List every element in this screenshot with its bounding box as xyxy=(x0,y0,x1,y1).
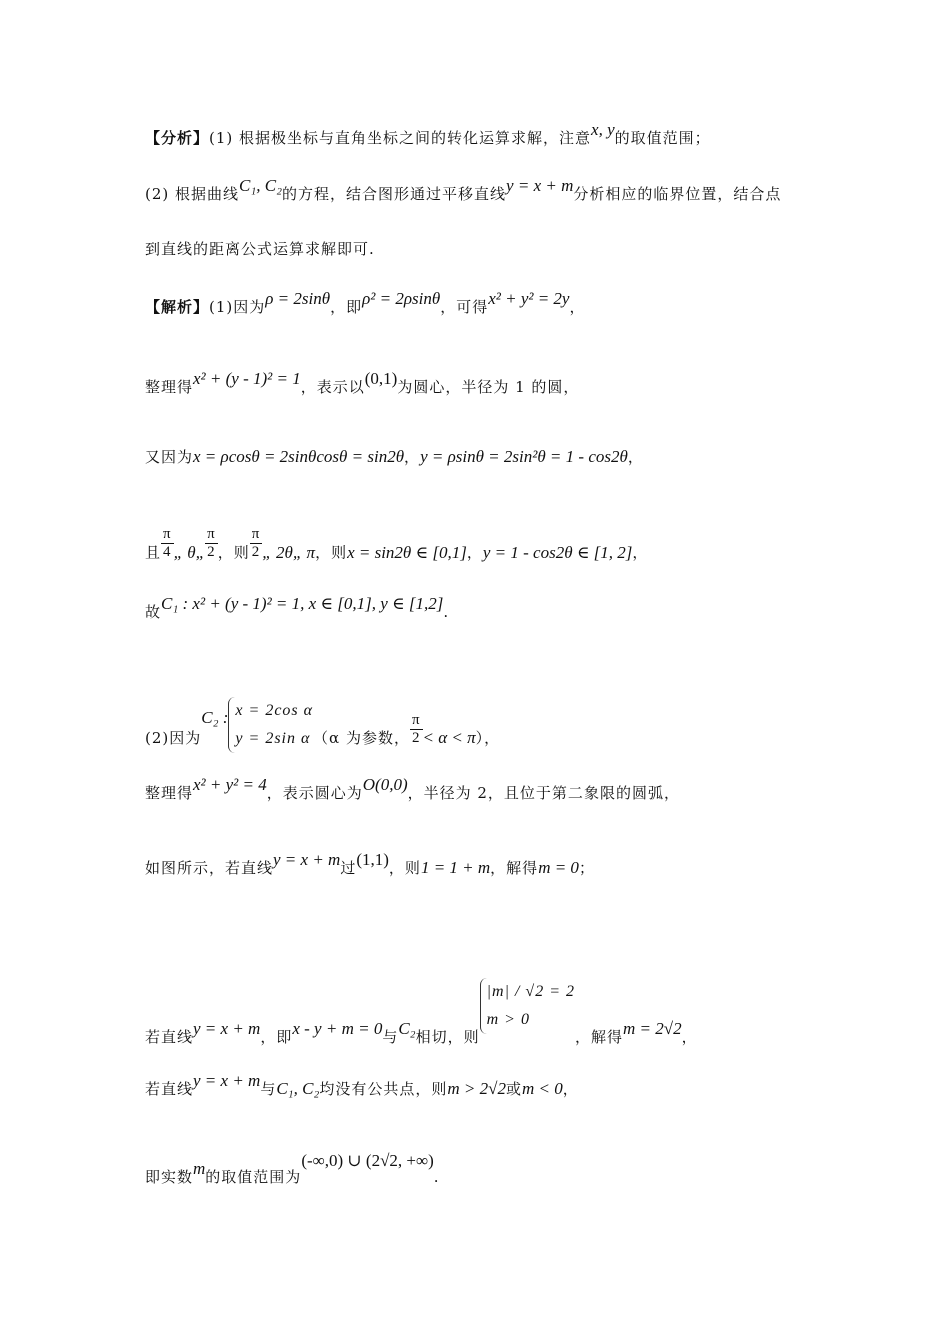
text: 到直线的距离公式运算求解即可. xyxy=(145,240,375,258)
formula: C₂ : xyxy=(201,708,229,727)
text: ，解得 xyxy=(490,859,539,877)
fraction xyxy=(205,526,218,561)
analysis-line-3 xyxy=(145,238,375,260)
formula: O(0,0) xyxy=(362,775,408,794)
formula: y = ρsinθ = 2sin²θ = 1 - cos2θ xyxy=(420,447,628,466)
fraction xyxy=(410,712,423,747)
fraction-numerator: π xyxy=(163,526,172,542)
formula: m = 2√2 xyxy=(623,1019,682,1038)
fraction xyxy=(161,526,174,561)
formula: x = ρcosθ = 2sinθcosθ = sin2θ xyxy=(193,447,405,466)
fraction-numerator: π xyxy=(207,526,216,542)
analysis-line-2 xyxy=(145,176,782,205)
text: ，可得 xyxy=(440,298,489,316)
formula: y = 1 - cos2θ ∈ [1, 2] xyxy=(482,542,633,562)
formula: C₁, C₂ xyxy=(276,1079,320,1098)
text: 故 xyxy=(145,603,162,621)
text: ， xyxy=(404,448,421,466)
text: 过 xyxy=(340,859,357,877)
equation-row: |m| / √2 = 2 xyxy=(486,983,575,1000)
solution-line-11 xyxy=(145,1151,440,1188)
text: ，即 xyxy=(260,1028,293,1046)
text: 整理得 xyxy=(145,378,194,396)
text: . xyxy=(433,1168,440,1186)
equation-system xyxy=(228,697,313,753)
formula: (1,1) xyxy=(356,850,389,869)
formula: „ θ„ xyxy=(173,542,206,562)
text: 若直线 xyxy=(145,1080,194,1098)
formula: C₁, C₂ xyxy=(239,176,283,195)
text: 与 xyxy=(382,1028,399,1046)
analysis-line-1 xyxy=(145,120,711,149)
text: 又因为 xyxy=(145,448,194,466)
text: 或 xyxy=(505,1080,522,1098)
text: ，则 xyxy=(388,859,421,877)
text: 的取值范围为 xyxy=(205,1168,302,1186)
formula: m = 0 xyxy=(538,858,579,877)
solution-line-8 xyxy=(145,850,595,879)
formula: x² + y² = 2y xyxy=(488,289,570,308)
text: ， xyxy=(632,543,649,562)
formula: 1 = 1 + m xyxy=(420,858,491,877)
fraction-numerator: π xyxy=(251,526,261,542)
formula: x = sin2θ ∈ [0,1] xyxy=(347,542,467,562)
text: 与 xyxy=(260,1080,277,1098)
formula: (0,1) xyxy=(364,369,398,388)
text: 如图所示，若直线 xyxy=(145,859,274,877)
solution-line-3 xyxy=(145,446,644,468)
solution-line-9 xyxy=(145,983,698,1066)
solution-line-5 xyxy=(145,594,450,623)
text: ，则 xyxy=(315,543,348,562)
text: ）， xyxy=(475,729,501,747)
fraction-denominator: 2 xyxy=(411,729,421,746)
formula: „ 2θ„ π xyxy=(262,542,316,562)
formula: x² + y² = 4 xyxy=(193,775,267,794)
fraction-denominator: 2 xyxy=(251,544,261,560)
formula: (-∞,0) ∪ (2√2, +∞) xyxy=(301,1151,434,1170)
analysis-tag: 【分析】 xyxy=(145,129,210,147)
formula: y = x + m xyxy=(506,176,574,195)
solution-line-10 xyxy=(145,1071,579,1100)
text: ，表示以 xyxy=(300,378,365,396)
solution-line-1 xyxy=(145,289,586,318)
formula: y = x + m xyxy=(193,1019,261,1038)
text: ； xyxy=(578,859,595,877)
text: 若直线 xyxy=(145,1028,194,1046)
equation-system xyxy=(480,978,575,1034)
formula: m < 0 xyxy=(521,1079,563,1098)
text: ，半径为 2，且位于第二象限的圆弧， xyxy=(407,784,680,802)
text: . xyxy=(443,603,450,621)
solution-tag: 【解析】 xyxy=(145,298,210,316)
formula: ρ² = 2ρsinθ xyxy=(362,289,441,308)
text: (2) 根据曲线 xyxy=(145,185,240,203)
formula: C₂ xyxy=(398,1019,416,1038)
text: ， xyxy=(569,298,586,316)
formula: y = x + m xyxy=(273,850,341,869)
formula: y = x + m xyxy=(193,1071,261,1090)
text: ，解得 xyxy=(574,1028,623,1046)
formula: ρ = 2sinθ xyxy=(265,289,331,308)
text: 的取值范围； xyxy=(614,129,711,147)
text: 的方程，结合图形通过平移直线 xyxy=(282,185,507,203)
fraction xyxy=(250,526,263,561)
solution-line-2 xyxy=(145,369,580,398)
formula: m > 2√2 xyxy=(447,1079,506,1098)
text: ，则 xyxy=(217,543,250,562)
equation-row: m > 0 xyxy=(486,1011,530,1028)
solution-line-7 xyxy=(145,775,680,804)
text: 即实数 xyxy=(145,1168,194,1186)
text: (1)因为 xyxy=(209,298,266,316)
text: 相切，则 xyxy=(415,1028,480,1046)
text: (1) 根据极坐标与直角坐标之间的转化运算求解，注意 xyxy=(209,129,592,147)
text: ，即 xyxy=(330,298,363,316)
text: 且 xyxy=(145,543,162,562)
formula: x - y + m = 0 xyxy=(292,1019,383,1038)
fraction-numerator: π xyxy=(411,711,421,728)
text: 整理得 xyxy=(145,784,194,802)
solution-line-4 xyxy=(145,526,649,571)
equation-row: x = 2cos α xyxy=(235,702,314,719)
text: ，表示圆心为 xyxy=(266,784,363,802)
formula: x² + (y - 1)² = 1 xyxy=(193,369,301,388)
formula: m xyxy=(193,1159,206,1178)
fraction-denominator: 2 xyxy=(207,544,216,560)
formula: < α < π xyxy=(422,728,476,747)
formula: x, y xyxy=(591,120,615,139)
text: ， xyxy=(466,543,483,562)
text: 分析相应的临界位置，结合点 xyxy=(573,185,782,203)
equation-row: y = 2sin α xyxy=(235,730,311,747)
formula: C₁ : x² + (y - 1)² = 1, x ∈ [0,1], y ∈ [1,2] xyxy=(161,594,444,613)
fraction-denominator: 4 xyxy=(163,544,172,560)
text: (2)因为 xyxy=(145,729,202,747)
text: ， xyxy=(627,448,644,466)
solution-line-6 xyxy=(145,702,501,767)
text: ， xyxy=(562,1080,579,1098)
text: （α 为参数， xyxy=(313,729,410,747)
text: ， xyxy=(681,1028,698,1046)
text: 均没有公共点，则 xyxy=(319,1080,448,1098)
text: 为圆心，半径为 1 的圆， xyxy=(397,378,580,396)
